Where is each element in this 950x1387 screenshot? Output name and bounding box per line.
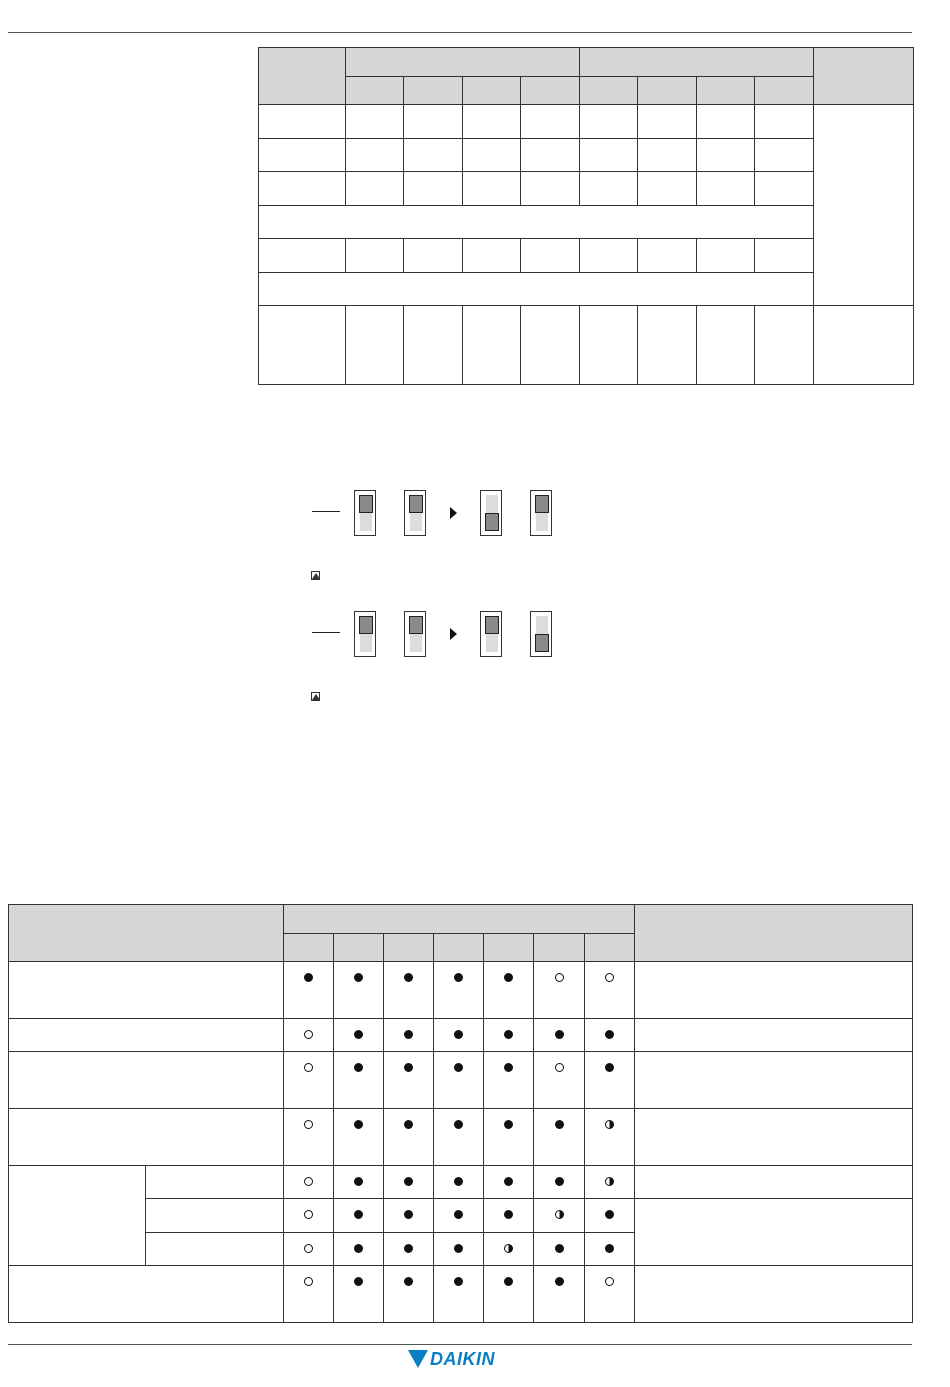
filled-circle-icon: [454, 1210, 463, 1219]
header-rule: [8, 32, 912, 33]
half-filled-circle-icon: [605, 1177, 614, 1186]
table-row: [9, 1266, 913, 1323]
dip-switch: [404, 611, 426, 657]
remark-cell-merged: [635, 1199, 913, 1266]
open-circle-icon: [605, 973, 614, 982]
settings-subheader: [521, 77, 580, 105]
filled-circle-icon: [605, 1244, 614, 1253]
footer-rule: [8, 1344, 912, 1345]
filled-circle-icon: [354, 1030, 363, 1039]
filled-circle-icon: [605, 1063, 614, 1072]
indicator-subheader: [585, 934, 635, 962]
dip-switch: [480, 490, 502, 536]
indicator-subheader: [334, 934, 384, 962]
settings-subheader: [755, 77, 814, 105]
settings-subheader: [463, 77, 521, 105]
settings-subheader: [404, 77, 463, 105]
indicator-subheader: [284, 934, 334, 962]
settings-header-group-a: [346, 48, 580, 77]
settings-header-group-b: [580, 48, 814, 77]
indicator-subheader: [434, 934, 484, 962]
daikin-logo-icon: [408, 1350, 428, 1368]
filled-circle-icon: [504, 1063, 513, 1072]
image-placeholder-icon: [311, 571, 320, 580]
half-filled-circle-icon: [504, 1244, 513, 1253]
filled-circle-icon: [504, 1120, 513, 1129]
settings-subheader: [346, 77, 404, 105]
filled-circle-icon: [404, 973, 413, 982]
filled-circle-icon: [404, 1244, 413, 1253]
half-filled-circle-icon: [605, 1120, 614, 1129]
arrow-right-icon: [450, 628, 457, 640]
open-circle-icon: [304, 1277, 313, 1286]
arrow-right-icon: [450, 507, 457, 519]
settings-table: [258, 47, 914, 385]
filled-circle-icon: [354, 1177, 363, 1186]
filled-circle-icon: [404, 1277, 413, 1286]
filled-circle-icon: [304, 973, 313, 982]
leader-line: [312, 511, 340, 512]
filled-circle-icon: [555, 1244, 564, 1253]
settings-subheader: [697, 77, 755, 105]
settings-subheader: [638, 77, 697, 105]
settings-subheader: [580, 77, 638, 105]
filled-circle-icon: [354, 1210, 363, 1219]
filled-circle-icon: [454, 973, 463, 982]
filled-circle-icon: [454, 1244, 463, 1253]
indicator-header-remark: [635, 905, 913, 962]
indicator-header-group: [284, 905, 635, 934]
table-row: [259, 105, 914, 139]
table-row: [9, 1019, 913, 1052]
open-circle-icon: [605, 1277, 614, 1286]
dip-switch: [404, 490, 426, 536]
filled-circle-icon: [354, 1063, 363, 1072]
filled-circle-icon: [404, 1030, 413, 1039]
group-label-cell: [9, 1166, 146, 1266]
indicator-subheader: [384, 934, 434, 962]
filled-circle-icon: [354, 1120, 363, 1129]
dip-switch: [530, 611, 552, 657]
filled-circle-icon: [454, 1030, 463, 1039]
brand-name: DAIKIN: [430, 1349, 495, 1369]
filled-circle-icon: [454, 1177, 463, 1186]
filled-circle-icon: [404, 1120, 413, 1129]
dip-switch: [354, 490, 376, 536]
filled-circle-icon: [605, 1210, 614, 1219]
open-circle-icon: [304, 1030, 313, 1039]
filled-circle-icon: [404, 1177, 413, 1186]
filled-circle-icon: [454, 1063, 463, 1072]
settings-remark-cell: [814, 105, 914, 306]
filled-circle-icon: [504, 1277, 513, 1286]
filled-circle-icon: [354, 1277, 363, 1286]
filled-circle-icon: [555, 1120, 564, 1129]
settings-header-label: [259, 48, 346, 105]
filled-circle-icon: [555, 1277, 564, 1286]
open-circle-icon: [555, 973, 564, 982]
table-row: [259, 306, 914, 385]
indicator-table: [8, 904, 913, 1323]
settings-header-remark: [814, 48, 914, 105]
open-circle-icon: [555, 1063, 564, 1072]
image-placeholder-icon: [311, 692, 320, 701]
dip-switch: [354, 611, 376, 657]
filled-circle-icon: [454, 1277, 463, 1286]
filled-circle-icon: [354, 1244, 363, 1253]
open-circle-icon: [304, 1244, 313, 1253]
filled-circle-icon: [504, 1030, 513, 1039]
open-circle-icon: [304, 1120, 313, 1129]
leader-line: [312, 632, 340, 633]
filled-circle-icon: [404, 1210, 413, 1219]
dip-switch: [480, 611, 502, 657]
filled-circle-icon: [555, 1030, 564, 1039]
open-circle-icon: [304, 1210, 313, 1219]
filled-circle-icon: [404, 1063, 413, 1072]
filled-circle-icon: [555, 1177, 564, 1186]
indicator-subheader: [534, 934, 585, 962]
table-row: [9, 1052, 913, 1109]
filled-circle-icon: [605, 1030, 614, 1039]
open-circle-icon: [304, 1177, 313, 1186]
table-row: [9, 1166, 913, 1199]
dip-switch: [530, 490, 552, 536]
filled-circle-icon: [504, 1210, 513, 1219]
filled-circle-icon: [354, 973, 363, 982]
table-row: [9, 962, 913, 1019]
filled-circle-icon: [504, 973, 513, 982]
open-circle-icon: [304, 1063, 313, 1072]
indicator-header-label: [9, 905, 284, 962]
table-row: [9, 1109, 913, 1166]
half-filled-circle-icon: [555, 1210, 564, 1219]
filled-circle-icon: [504, 1177, 513, 1186]
indicator-subheader: [484, 934, 534, 962]
filled-circle-icon: [454, 1120, 463, 1129]
